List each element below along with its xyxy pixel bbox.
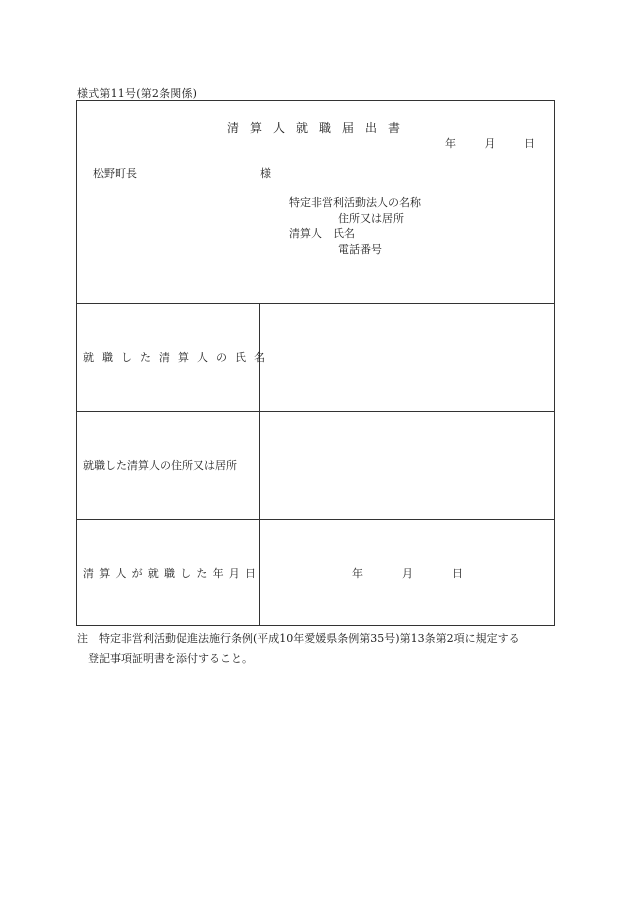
- liquidator-address-label: 就職した清算人の住所又は居所: [77, 411, 260, 519]
- appointment-date-field[interactable]: [261, 519, 554, 626]
- form-frame: [76, 100, 555, 626]
- day-label: 日: [452, 566, 463, 580]
- month-label: 月: [484, 137, 496, 150]
- document-title: 清算人就職届出書: [227, 121, 412, 135]
- liquidator-name-row: [289, 226, 421, 242]
- honorific: 様: [260, 167, 271, 180]
- address-label: 住所又は居所: [338, 211, 404, 225]
- addressee: 松野町長: [93, 167, 137, 180]
- day-label: 日: [524, 137, 535, 150]
- liquidator-name-label: 就職した清算人の氏名: [77, 303, 260, 411]
- liquidator-label: 清算人: [289, 227, 322, 240]
- table-row: [77, 519, 554, 626]
- year-label: 年: [352, 566, 363, 580]
- name-label: 氏名: [333, 227, 355, 240]
- footnote-line-2: 登記事項証明書を添付すること。: [88, 652, 253, 665]
- liquidator-address-field[interactable]: [261, 411, 554, 519]
- phone-label: 電話番号: [338, 242, 382, 256]
- table-row: [77, 411, 554, 520]
- org-name-label: 特定非営利活動法人の名称: [289, 196, 421, 209]
- header-section: [77, 101, 554, 304]
- applicant-block: [289, 195, 421, 257]
- footnote: [77, 629, 567, 669]
- form-number-label: 様式第11号(第2条関係): [77, 87, 198, 100]
- footnote-line-1: 注 特定非営利活動促進法施行条例(平成10年愛媛県条例第35号)第13条第2項に規定する: [77, 632, 520, 645]
- year-label: 年: [445, 137, 456, 150]
- table-row: [77, 303, 554, 412]
- submission-date: [445, 135, 535, 151]
- month-label: 月: [402, 566, 413, 580]
- appointment-date-label: 清算人が就職した年月日: [77, 519, 260, 626]
- liquidator-name-field[interactable]: [261, 303, 554, 411]
